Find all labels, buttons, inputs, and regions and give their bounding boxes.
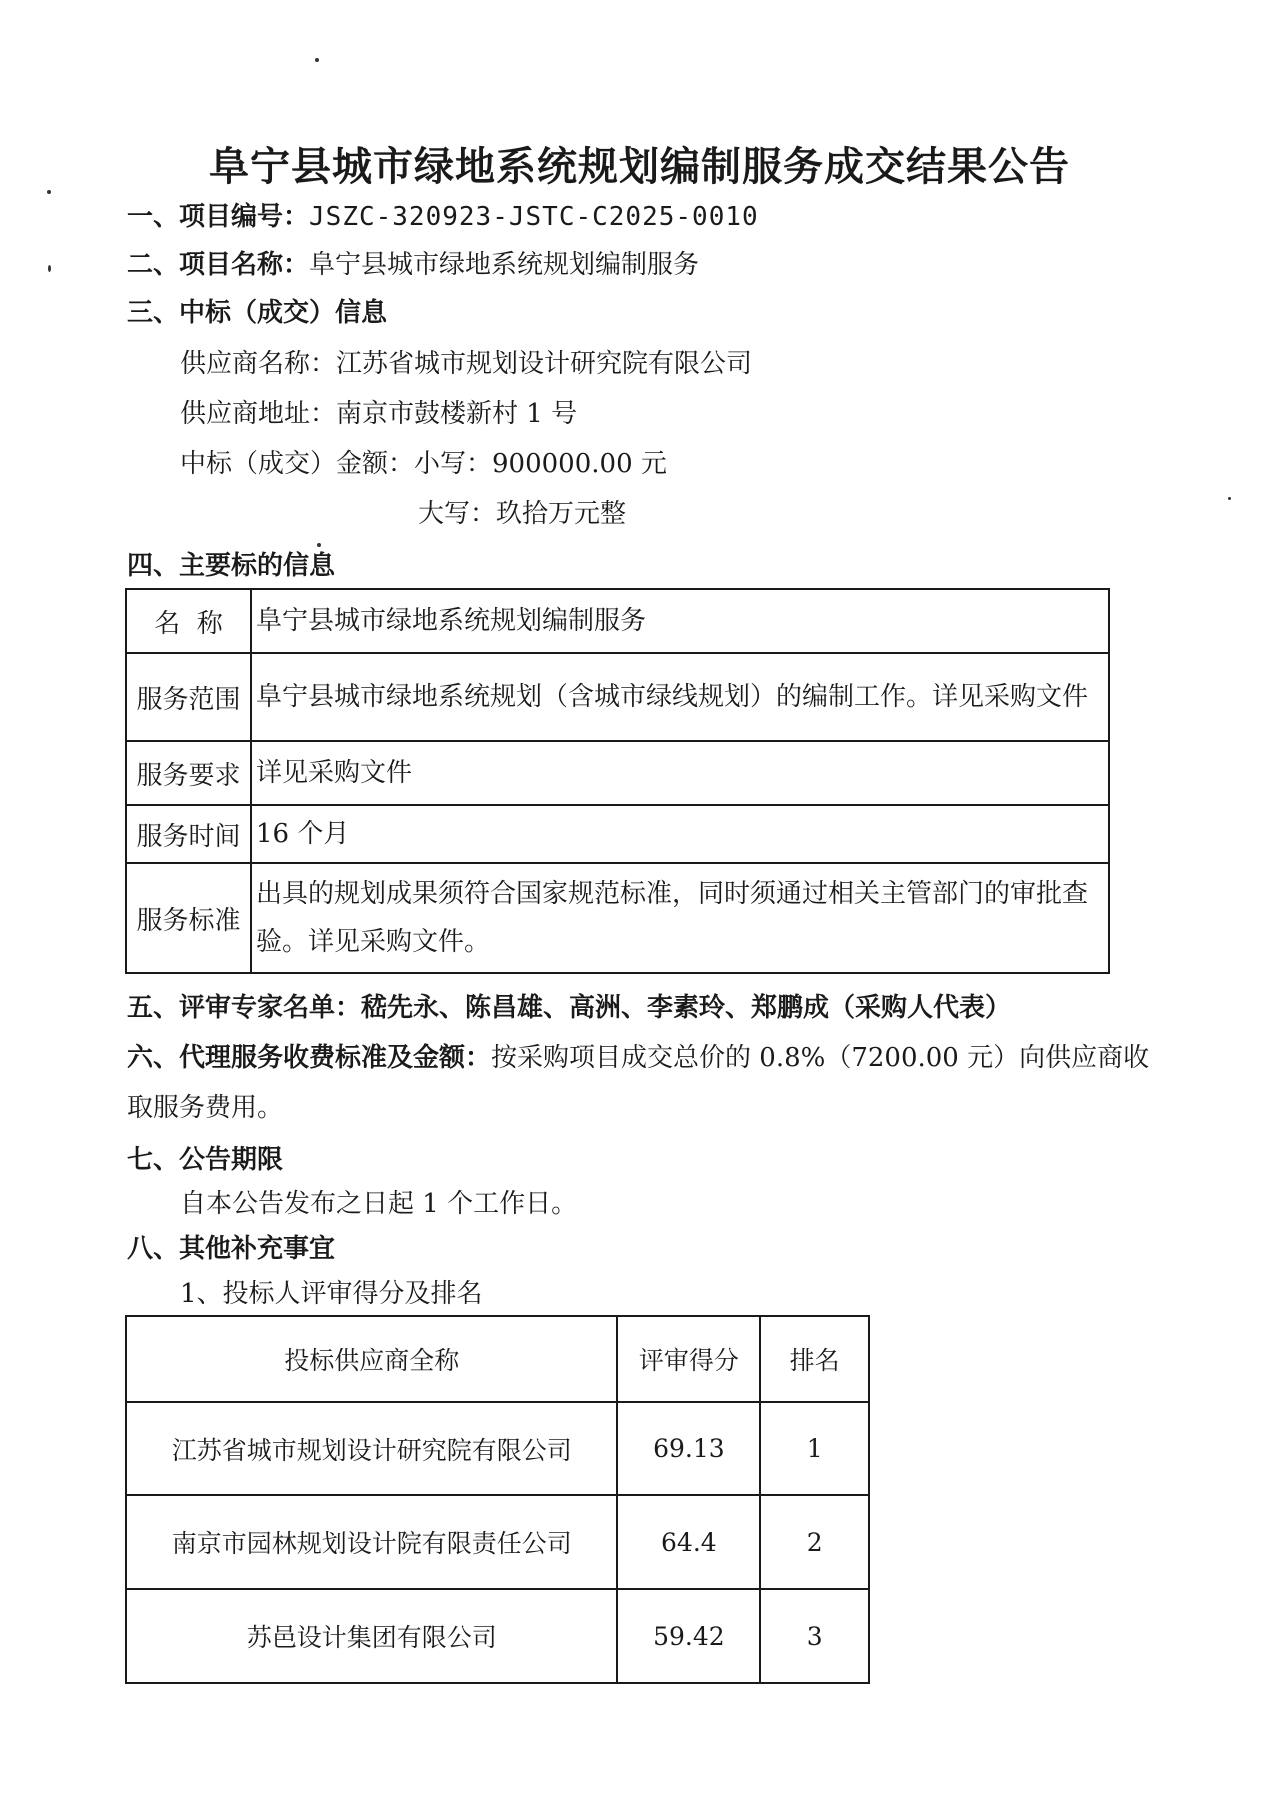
award-amount-label: 中标（成交）金额： [180,449,415,479]
table-row [126,589,1109,653]
header-bidder-name: 投标供应商全称 [126,1316,617,1402]
table-row [126,805,1109,863]
table-row [126,863,1109,973]
bidder-name: 江苏省城市规划设计研究院有限公司 [126,1402,617,1495]
project-name-value: 阜宁县城市绿地系统规划编制服务 [309,250,700,280]
row-key: 服务要求 [126,741,251,805]
supplier-name-value: 江苏省城市规划设计研究院有限公司 [336,349,753,379]
supplier-name-label: 供应商名称： [180,349,337,379]
bidder-score-table [125,1315,870,1684]
row-value: 16 个月 [251,805,1109,863]
award-amount-line [180,449,667,480]
project-number-label: 一、项目编号： [127,202,310,232]
table-row [126,1495,869,1589]
expert-list: 五、评审专家名单：嵇先永、陈昌雄、高洲、李素玲、郑鹏成（采购人代表） [127,993,1012,1023]
row-value: 出具的规划成果须符合国家规范标准，同时须通过相关主管部门的审批查验。详见采购文件。 [251,863,1109,973]
row-key: 服务范围 [126,653,251,741]
scan-speck [317,543,321,547]
notice-period-heading: 七、公告期限 [127,1145,284,1175]
notice-period-text: 自本公告发布之日起 1 个工作日。 [180,1189,578,1219]
scan-speck [1228,497,1231,500]
main-subject-heading: 四、主要标的信息 [127,551,336,581]
row-key: 名 称 [126,589,251,653]
supplier-name-line [180,349,752,380]
other-matters-heading: 八、其他补充事宜 [127,1234,336,1264]
bidder-rank: 3 [760,1589,869,1683]
award-amount-big: 大写：玖拾万元整 [418,499,627,529]
row-key: 服务标准 [126,863,251,973]
table-header-row [126,1316,869,1402]
table-row [126,653,1109,741]
supplier-address-label: 供应商地址： [180,399,337,429]
project-name-label: 二、项目名称： [127,250,310,280]
award-info-heading: 三、中标（成交）信息 [127,298,388,328]
bidder-rank: 1 [760,1402,869,1495]
table-row [126,741,1109,805]
header-rank: 排名 [760,1316,869,1402]
row-value: 详见采购文件 [251,741,1109,805]
bidder-score: 59.42 [617,1589,760,1683]
bidder-name: 南京市园林规划设计院有限责任公司 [126,1495,617,1589]
supplier-address-value: 南京市鼓楼新村 1 号 [336,399,578,429]
project-number-value: JSZC-320923-JSTC-C2025-0010 [309,202,759,232]
bidder-name: 苏邑设计集团有限公司 [126,1589,617,1683]
main-subject-table [125,588,1110,974]
header-score: 评审得分 [617,1316,760,1402]
bidder-score: 69.13 [617,1402,760,1495]
scores-subheading: 1、投标人评审得分及排名 [180,1279,483,1309]
award-amount-small: 小写：900000.00 元 [414,449,667,479]
agency-fee-label: 六、代理服务收费标准及金额： [127,1043,492,1073]
row-key: 服务时间 [126,805,251,863]
agency-fee-continuation: 取服务费用。 [127,1093,284,1123]
agency-fee-line [127,1043,1149,1074]
row-value: 阜宁县城市绿地系统规划（含城市绿线规划）的编制工作。详见采购文件 [251,653,1109,741]
agency-fee-text: 按采购项目成交总价的 0.8%（7200.00 元）向供应商收 [491,1043,1150,1073]
supplier-address-line [180,399,577,430]
table-row [126,1402,869,1495]
table-row [126,1589,869,1683]
project-number-line [127,202,759,233]
bidder-rank: 2 [760,1495,869,1589]
scan-speck [315,58,319,62]
document-title: 阜宁县城市绿地系统规划编制服务成交结果公告 [209,144,1070,190]
scan-speck [48,265,51,272]
row-value: 阜宁县城市绿地系统规划编制服务 [251,589,1109,653]
project-name-line [127,250,699,281]
bidder-score: 64.4 [617,1495,760,1589]
